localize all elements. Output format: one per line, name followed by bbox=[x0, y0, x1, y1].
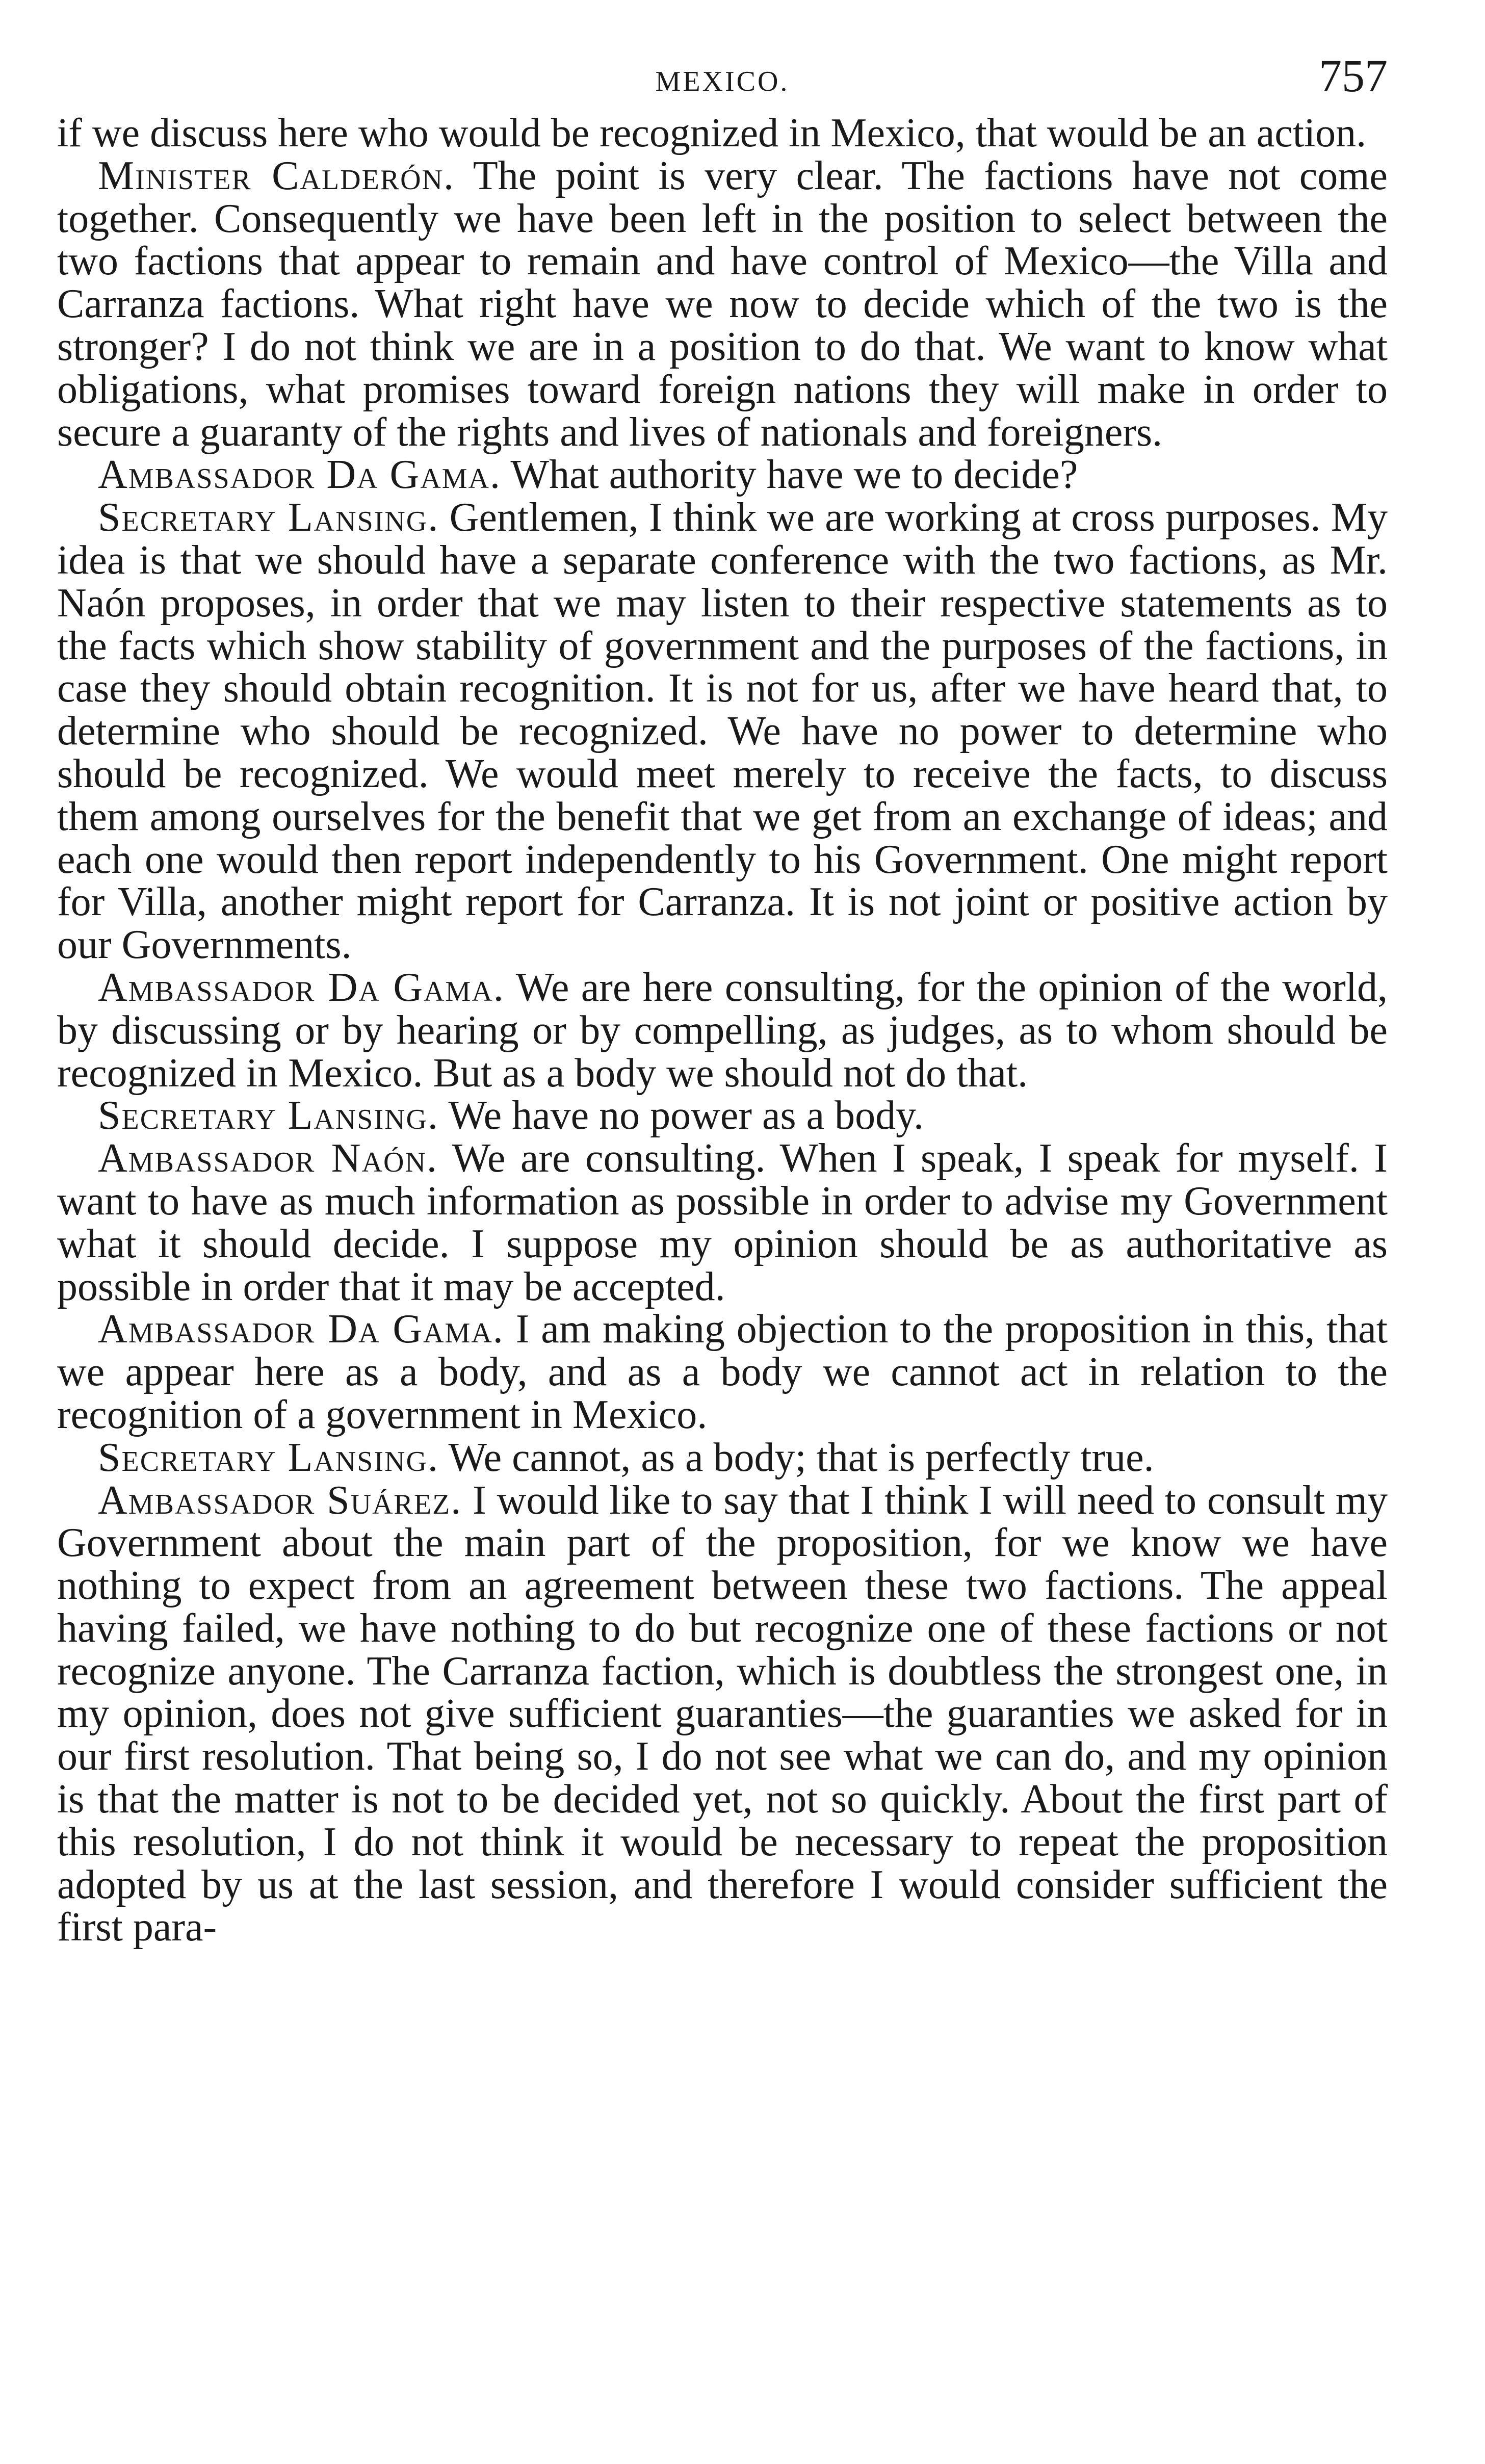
paragraph-text: We have no power as a body. bbox=[438, 1093, 924, 1138]
speaker-name: Minister Calderón. bbox=[98, 153, 455, 198]
paragraph-9 bbox=[57, 1437, 1388, 1480]
speaker-name: Secretary Lansing. bbox=[98, 1093, 439, 1138]
paragraph-text: What authority have we to decide? bbox=[501, 452, 1078, 498]
speaker-name: Ambassador Da Gama. bbox=[98, 452, 501, 498]
speaker-name: Ambassador Da Gama. bbox=[98, 965, 505, 1010]
paragraph-6 bbox=[57, 1095, 1388, 1137]
document-page bbox=[57, 36, 1388, 1949]
paragraph-7 bbox=[57, 1137, 1388, 1308]
running-header bbox=[57, 36, 1388, 112]
paragraph-1 bbox=[57, 112, 1388, 155]
body-text bbox=[57, 112, 1388, 1949]
paragraph-4 bbox=[57, 497, 1388, 967]
paragraph-text: I would like to say that I think I will need to consult my Government about the main part of the proposition, for we know we have nothing to expect from an agreement between these two factions. The appeal having failed, we have nothing to do but recognize one of these factions or not recognize anyone. The Carranza faction, which is doubtless the strongest one, in my opinion, does not give sufficient guaranties—the guaranties we asked for in our first resolution. That being so, I do not see what we can do, and my opinion is that the matter is not to be decided yet, not so quickly. About the first part of this resolution, I do not think it would be necessary to repeat the proposition adopted by us at the last session, and therefore I would consider sufficient the first para- bbox=[57, 1477, 1388, 1950]
paragraph-5 bbox=[57, 967, 1388, 1095]
speaker-name: Ambassador Da Gama. bbox=[98, 1307, 504, 1352]
speaker-name: Ambassador Naón. bbox=[98, 1136, 438, 1181]
paragraph-8 bbox=[57, 1308, 1388, 1436]
page-number: 757 bbox=[1319, 51, 1388, 101]
paragraph-text: if we discuss here who would be recognized in Mexico, that would be an action. bbox=[57, 111, 1367, 155]
paragraph-text: Gentlemen, I think we are working at cross purposes. My idea is that we should have a separate conference with the two factions, as Mr. Naón proposes, in order that we may listen to their respective statements as to the facts which show stability of government and the purposes of the factions, in case they should obtain recognition. It is not for us, after we have heard that, to determine who should be recognized. We have no power to determine who should be recognized. We would meet merely to receive the facts, to discuss them among ourselves for the benefit that we get from an exchange of ideas; and each one would then report independently to his Government. One might report for Villa, another might report for Carranza. It is not joint or positive action by our Governments. bbox=[57, 495, 1388, 968]
paragraph-text: We are consulting. When I speak, I speak for myself. I want to have as much information as possible in order to advise my Government what it should decide. I suppose my opinion should be as authoritative as possible in order that it may be accepted. bbox=[57, 1136, 1388, 1309]
paragraph-text: I am making objection to the proposition in this, that we appear here as a body, and as a body we cannot act in relation to the recognition of a government in Mexico. bbox=[57, 1307, 1388, 1437]
speaker-name: Ambassador Suárez. bbox=[98, 1477, 462, 1523]
running-title: MEXICO. bbox=[655, 66, 790, 97]
speaker-name: Secretary Lansing. bbox=[98, 495, 439, 540]
paragraph-2 bbox=[57, 155, 1388, 454]
paragraph-10 bbox=[57, 1477, 1388, 1950]
paragraph-text: We are here consulting, for the opinion of the world, by discussing or by hearing or by compelling, as judges, as to whom should be recognized in Mexico. But as a body we should not do that. bbox=[57, 965, 1388, 1096]
paragraph-text: The point is very clear. The factions have not come together. Consequently we have been left in the position to select between the two factions that appear to remain and have control of Mexico—the Villa and Carranza factions. What right have we now to decide which of the two is the stronger? I do not think we are in a position to do that. We want to know what obligations, what promises toward foreign nations they will make in order to secure a guaranty of the rights and lives of nationals and foreigners. bbox=[57, 153, 1388, 455]
paragraph-3 bbox=[57, 454, 1388, 497]
paragraph-text: We cannot, as a body; that is perfectly true. bbox=[438, 1435, 1154, 1480]
speaker-name: Secretary Lansing. bbox=[98, 1435, 439, 1480]
